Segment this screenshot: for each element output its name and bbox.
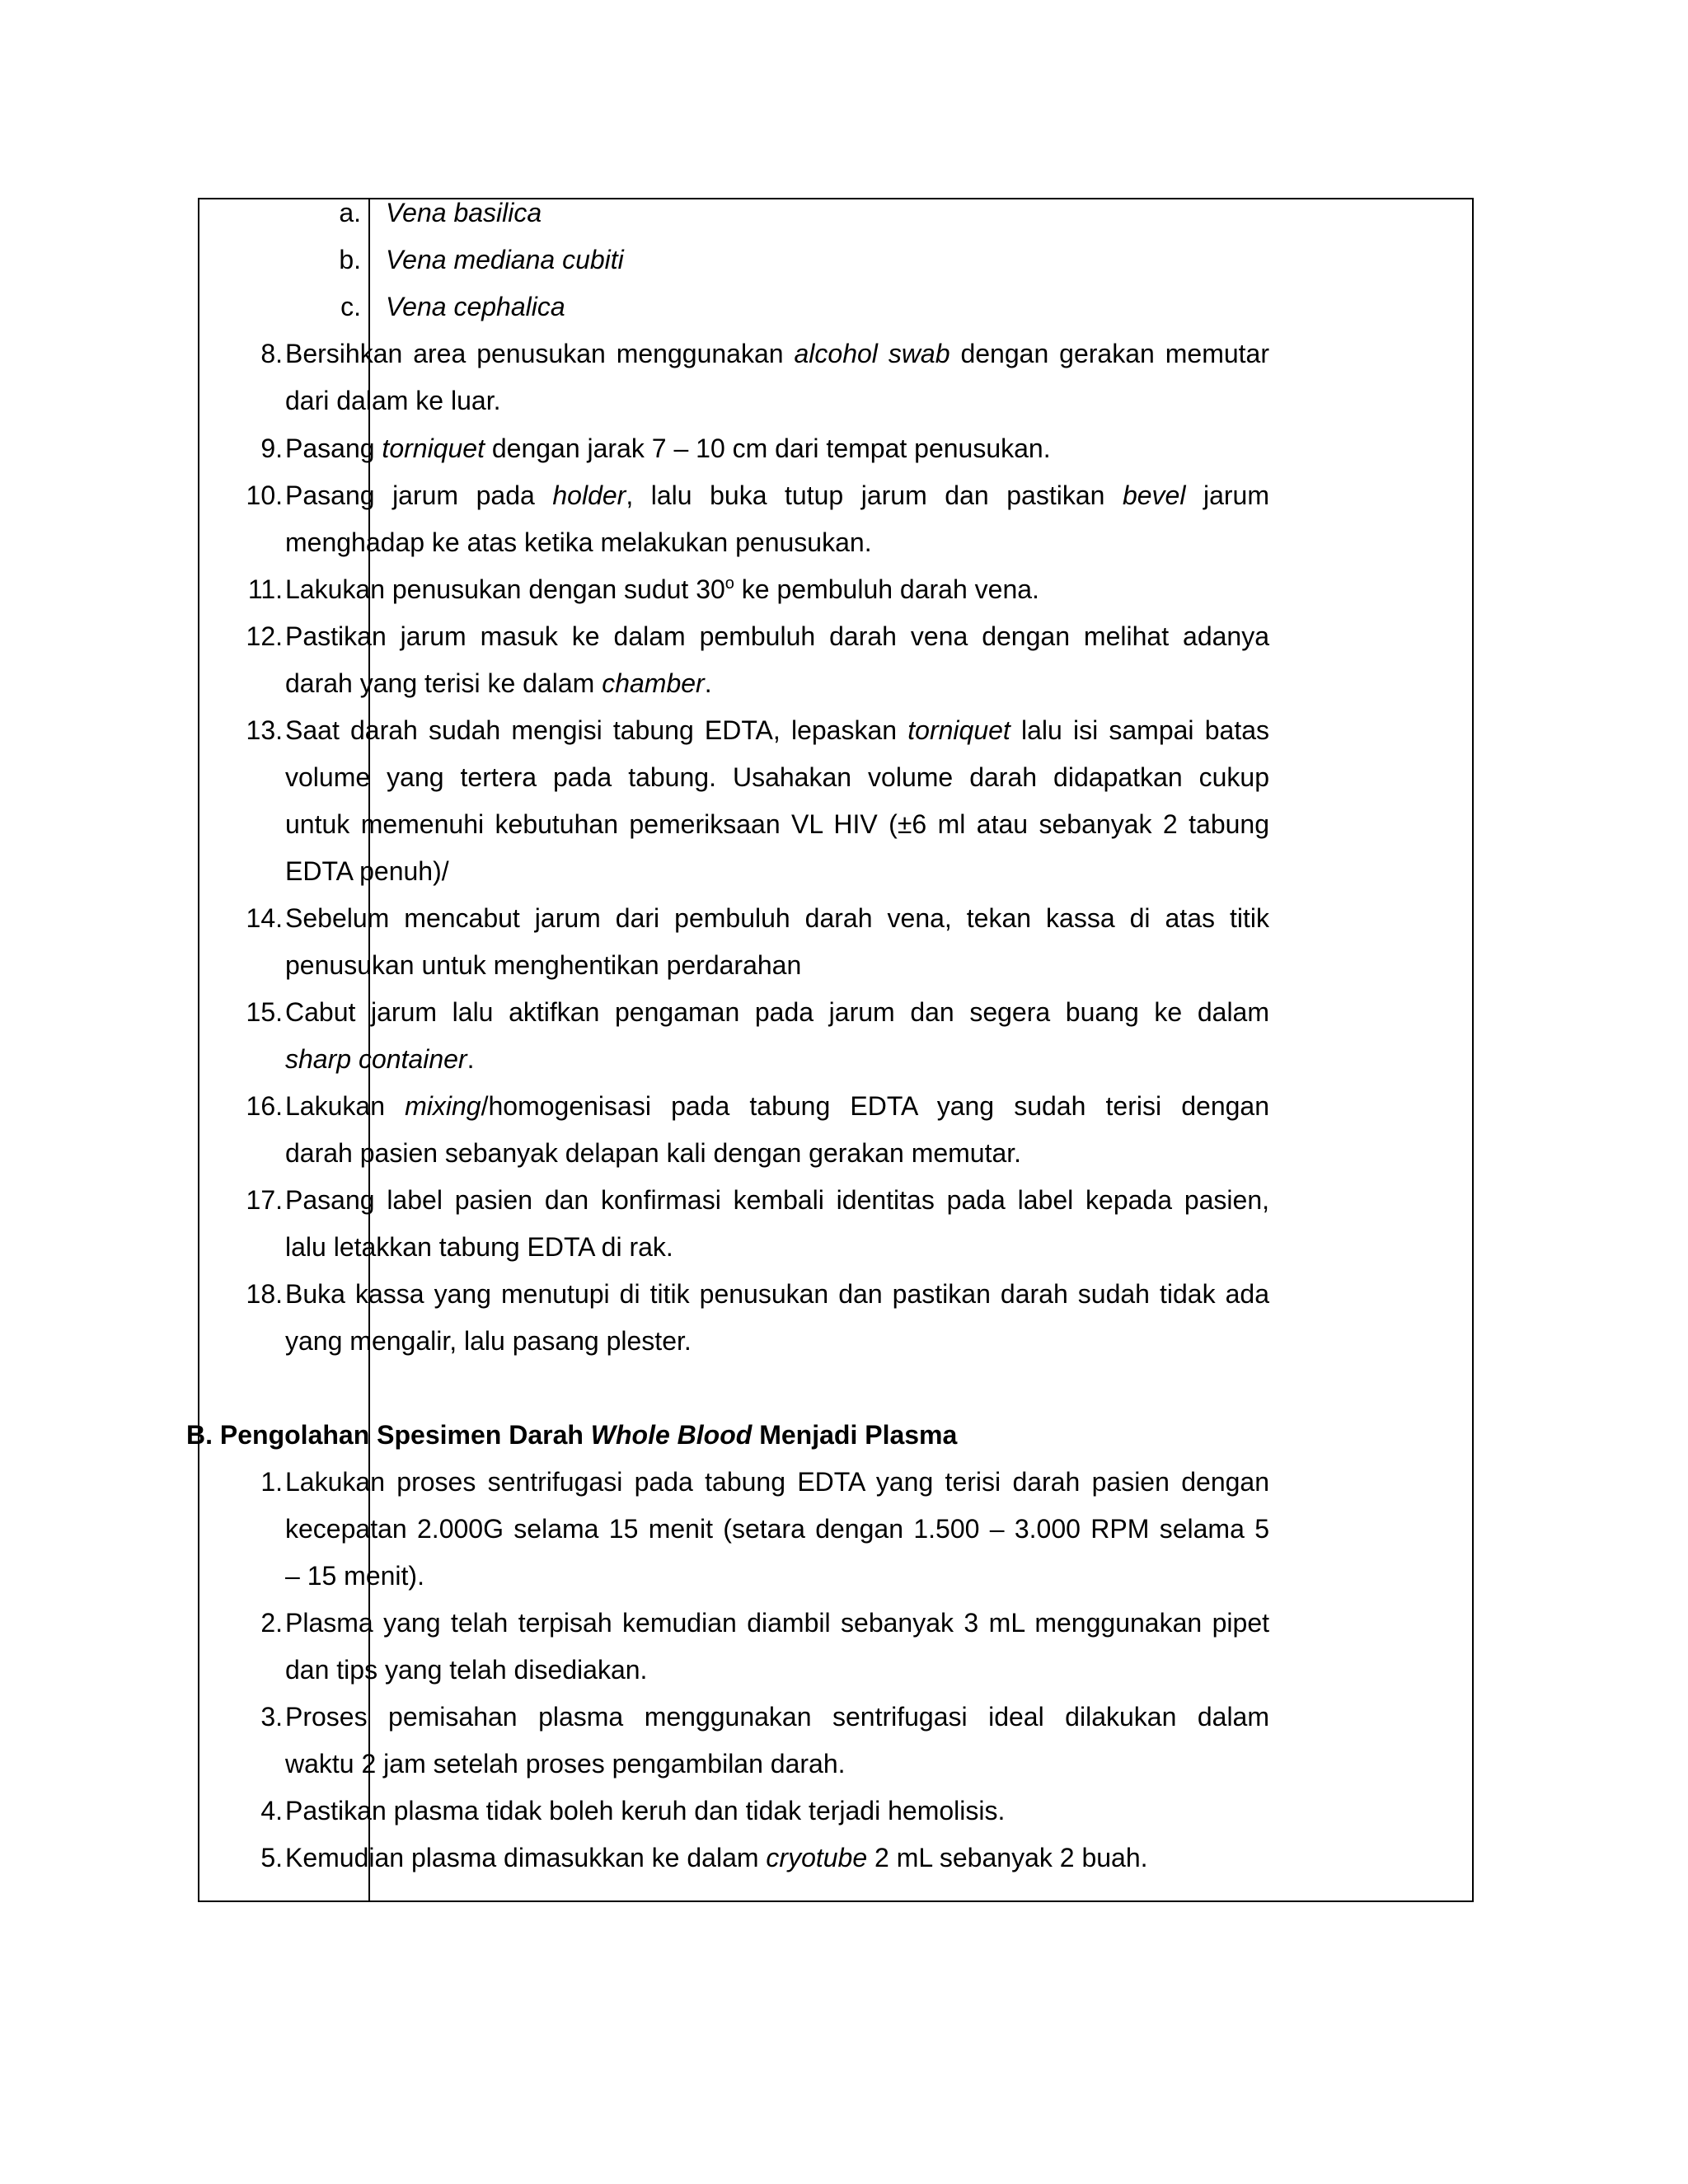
step-text: Bersihkan area penusukan menggunakan	[285, 339, 795, 368]
step-text: 2 mL sebanyak 2 buah.	[867, 1843, 1148, 1872]
step-text: , lalu buka tutup jarum dan pastikan	[626, 480, 1123, 510]
step-line: menghadap ke atas ketika melakukan penusukan.	[285, 527, 872, 557]
step-text: .	[467, 1044, 475, 1074]
step-line: Proses pemisahan plasma menggunakan sentrifugasi ideal dilakukan dalam	[285, 1702, 1269, 1732]
step-italic-term: alcohol swab	[794, 339, 950, 368]
step-line: dan tips yang telah disediakan.	[285, 1655, 648, 1685]
step-line: Plasma yang telah terpisah kemudian diambil sebanyak 3 mL menggunakan pipet	[285, 1608, 1269, 1638]
step-line: Pastikan plasma tidak boleh keruh dan tidak terjadi hemolisis.	[285, 1796, 1006, 1825]
step-text: Kemudian plasma dimasukkan ke dalam	[285, 1843, 767, 1872]
heading-text: B. Pengolahan Spesimen Darah	[186, 1420, 591, 1450]
step-number: 5.	[260, 1843, 283, 1872]
step-number: 14.	[246, 903, 283, 933]
step-number: 16.	[246, 1091, 283, 1121]
step-line: untuk memenuhi kebutuhan pemeriksaan VL HIV (±6 ml atau sebanyak 2 tabung	[285, 809, 1269, 839]
step-text: Saat darah sudah mengisi tabung EDTA, lepaskan	[285, 715, 908, 745]
step-line: kecepatan 2.000G selama 15 menit (setara dengan 1.500 – 3.000 RPM selama 5	[285, 1514, 1269, 1544]
step-text: lalu isi sampai batas	[1010, 715, 1270, 745]
step-line: darah pasien sebanyak delapan kali dengan gerakan memutar.	[285, 1138, 1022, 1168]
step-line: Cabut jarum lalu aktifkan pengaman pada jarum dan segera buang ke dalam	[285, 997, 1269, 1027]
step-text: Lakukan	[285, 1091, 406, 1121]
step-line: Pastikan jarum masuk ke dalam pembuluh darah vena dengan melihat adanya	[285, 621, 1269, 651]
step-number: 18.	[246, 1279, 283, 1309]
step-line	[285, 432, 1051, 465]
step-line	[285, 714, 1269, 747]
section-heading	[186, 1418, 957, 1451]
step-italic-term: bevel	[1122, 480, 1186, 510]
step-number: 12.	[246, 621, 283, 651]
step-line	[285, 1043, 474, 1076]
step-text: /homogenisasi pada tabung EDTA yang sudah terisi dengan	[481, 1091, 1270, 1121]
step-text: Lakukan penusukan dengan sudut 30	[285, 574, 725, 604]
step-italic-term: holder	[552, 480, 626, 510]
step-line	[285, 667, 712, 700]
step-line: – 15 menit).	[285, 1561, 424, 1591]
step-number: 15.	[246, 997, 283, 1027]
heading-italic-term: Whole Blood	[590, 1420, 753, 1450]
sub-item-text: Vena cephalica	[386, 292, 565, 321]
step-line	[285, 573, 1039, 606]
step-line: Sebelum mencabut jarum dari pembuluh darah vena, tekan kassa di atas titik	[285, 903, 1269, 933]
step-number: 10.	[246, 480, 283, 510]
degree-superscript: o	[724, 574, 734, 593]
step-text: dengan jarak 7 – 10 cm dari tempat penusukan.	[484, 434, 1051, 463]
step-line: Pasang label pasien dan konfirmasi kembali identitas pada label kepada pasien,	[285, 1185, 1269, 1215]
step-number: 17.	[246, 1185, 283, 1215]
step-line: Buka kassa yang menutupi di titik penusukan dan pastikan darah sudah tidak ada	[285, 1279, 1269, 1309]
sub-item-letter: c.	[340, 292, 361, 321]
step-number: 2.	[260, 1608, 283, 1638]
sub-item-text: Vena basilica	[386, 198, 542, 227]
step-italic-term: torniquet	[382, 434, 485, 463]
step-line	[285, 1841, 1148, 1874]
sub-item-text: Vena mediana cubiti	[386, 245, 624, 274]
step-line: waktu 2 jam setelah proses pengambilan darah.	[285, 1749, 846, 1779]
step-text: darah yang terisi ke dalam	[285, 668, 603, 698]
step-line: volume yang tertera pada tabung. Usahakan volume darah didapatkan cukup	[285, 762, 1269, 792]
step-text: .	[704, 668, 712, 698]
step-italic-term: mixing	[405, 1091, 481, 1121]
step-line: penusukan untuk menghentikan perdarahan	[285, 950, 802, 980]
step-italic-term: sharp container	[285, 1044, 467, 1074]
step-line: lalu letakkan tabung EDTA di rak.	[285, 1232, 673, 1262]
step-line	[285, 479, 1269, 512]
step-number: 4.	[260, 1796, 283, 1825]
step-line	[285, 337, 1269, 370]
step-text: Pasang	[285, 434, 382, 463]
step-line: yang mengalir, lalu pasang plester.	[285, 1326, 692, 1356]
sub-item-letter: b.	[339, 245, 361, 274]
step-text: Pasang jarum pada	[285, 480, 553, 510]
step-line	[285, 1090, 1269, 1122]
step-number: 11.	[247, 574, 283, 604]
step-italic-term: cryotube	[766, 1843, 868, 1872]
step-line: Lakukan proses sentrifugasi pada tabung EDTA yang terisi darah pasien dengan	[285, 1467, 1269, 1497]
step-line: EDTA penuh)/	[285, 856, 449, 886]
heading-text: Menjadi Plasma	[752, 1420, 958, 1450]
step-text: dengan gerakan memutar	[950, 339, 1270, 368]
step-text: ke pembuluh darah vena.	[734, 574, 1039, 604]
step-italic-term: torniquet	[907, 715, 1010, 745]
sub-item-letter: a.	[339, 198, 361, 227]
step-text: jarum	[1185, 480, 1270, 510]
step-number: 13.	[246, 715, 283, 745]
step-number: 9.	[260, 434, 283, 463]
step-number: 1.	[260, 1467, 283, 1497]
step-number: 8.	[260, 339, 283, 368]
step-line: dari dalam ke luar.	[285, 386, 501, 415]
step-italic-term: chamber	[602, 668, 705, 698]
step-number: 3.	[260, 1702, 283, 1732]
